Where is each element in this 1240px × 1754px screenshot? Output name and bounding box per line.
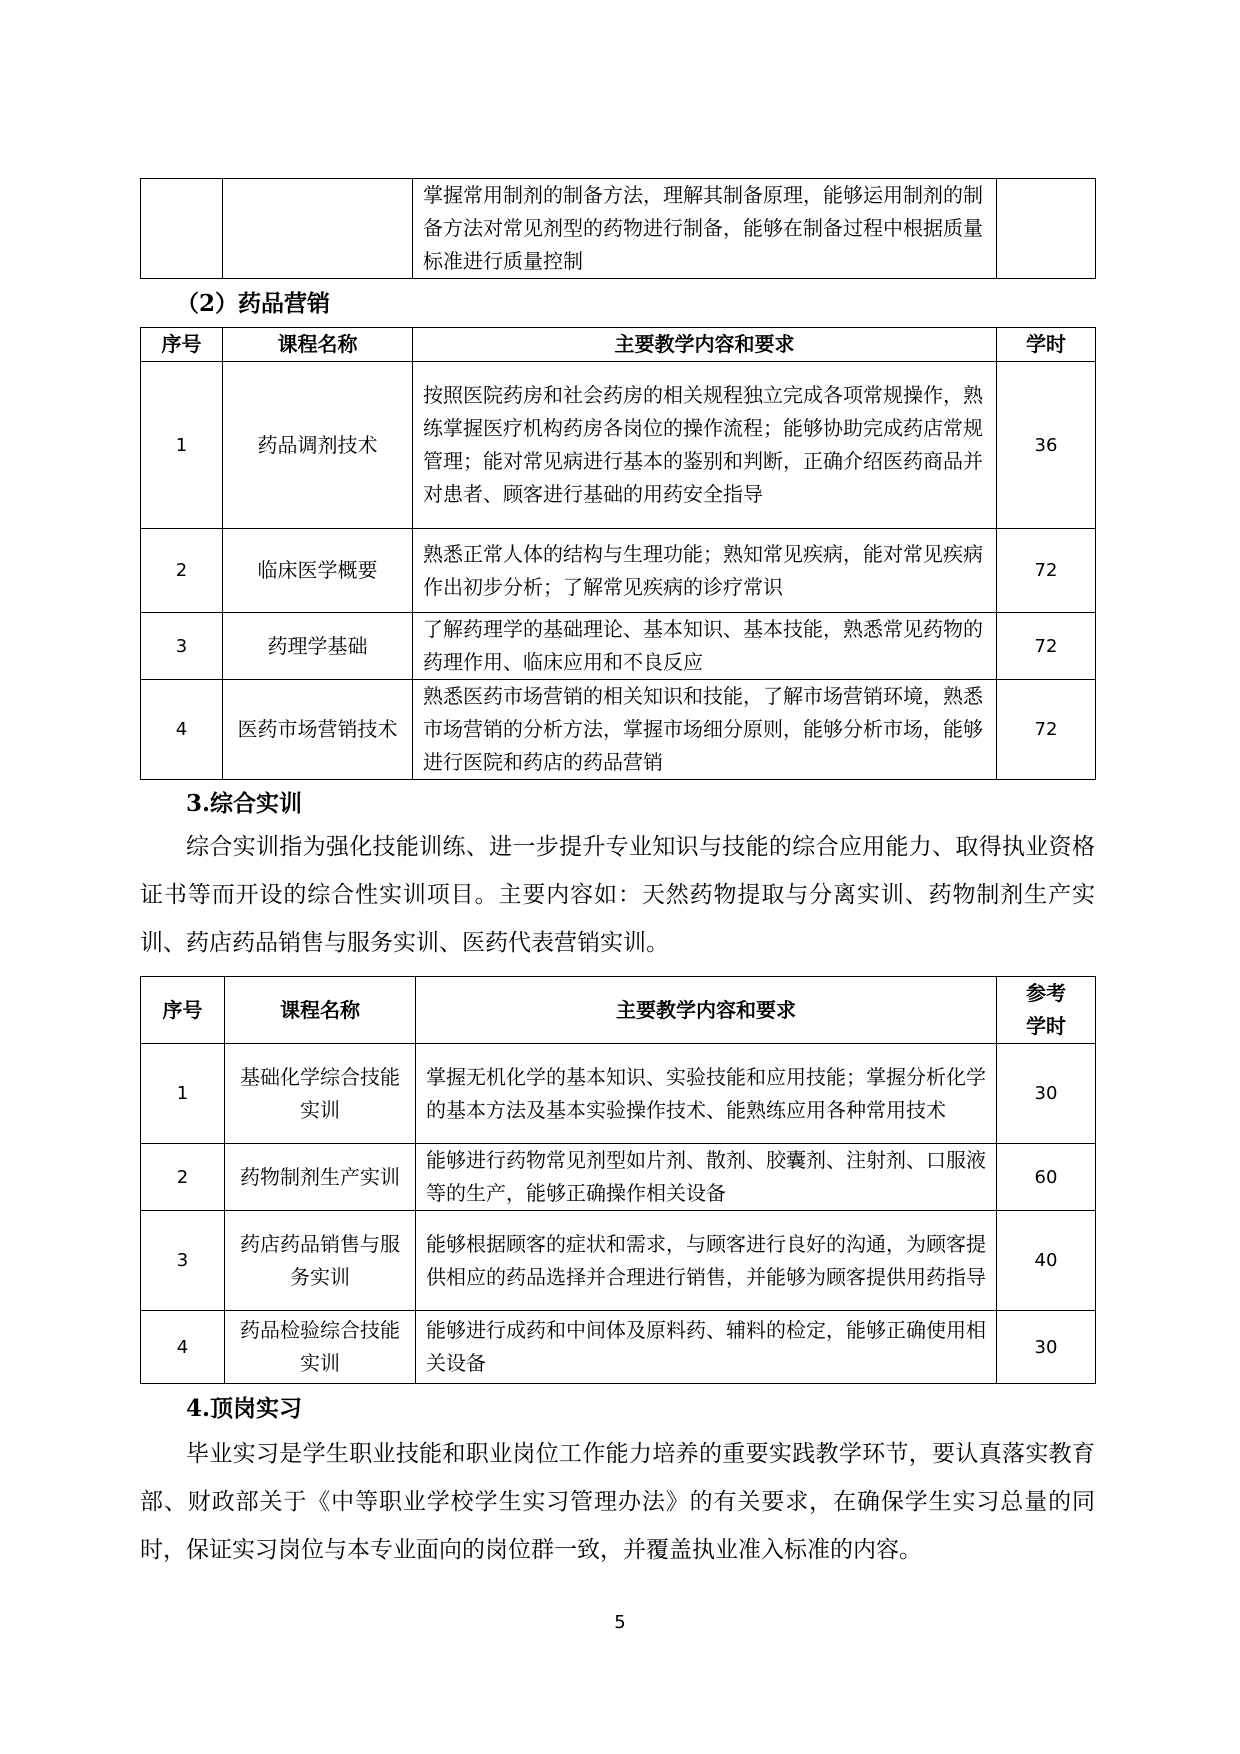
cell-hours: 60 <box>997 1144 1096 1211</box>
cell-no: 1 <box>141 1044 225 1144</box>
cell-name: 临床医学概要 <box>223 529 413 613</box>
cell-hours: 72 <box>997 613 1096 680</box>
table-row <box>141 1211 1096 1311</box>
table-row <box>141 613 1096 680</box>
cell-content: 掌握常用制剂的制备方法，理解其制备原理，能够运用制剂的制备方法对常见剂型的药物进行制备，能够在制备过程中根据质量标准进行质量控制 <box>413 179 997 279</box>
cell-content: 按照医院药房和社会药房的相关规程独立完成各项常规操作，熟练掌握医疗机构药房各岗位的操作流程；能够协助完成药店常规管理；能对常见病进行基本的鉴别和判断，正确介绍医药商品并对患者、顾客进行基础的用药安全指导 <box>413 362 997 529</box>
cell-content: 了解药理学的基础理论、基本知识、基本技能，熟悉常见药物的药理作用、临床应用和不良反应 <box>413 613 997 680</box>
table-row <box>141 680 1096 780</box>
header-no: 序号 <box>141 328 223 362</box>
cell-name: 药店药品销售与服务实训 <box>225 1211 416 1311</box>
cell-content: 能够进行药物常见剂型如片剂、散剂、胶囊剂、注射剂、口服液等的生产，能够正确操作相关设备 <box>416 1144 997 1211</box>
header-no: 序号 <box>141 977 225 1044</box>
cell-no: 3 <box>141 1211 225 1311</box>
cell-name: 药理学基础 <box>223 613 413 680</box>
cell-content: 能够进行成药和中间体及原料药、辅料的检定，能够正确使用相关设备 <box>416 1311 997 1384</box>
cell-no: 2 <box>141 529 223 613</box>
paragraph-training: 综合实训指为强化技能训练、进一步提升专业知识与技能的综合应用能力、取得执业资格证书等而开设的综合性实训项目。主要内容如：天然药物提取与分离实训、药物制剂生产实训、药店药品销售与服务实训、医药代表营销实训。 <box>140 834 1095 956</box>
cell-no: 2 <box>141 1144 225 1211</box>
cell-name <box>223 179 413 279</box>
cell-hours: 30 <box>997 1311 1096 1384</box>
cell-name: 药品检验综合技能实训 <box>225 1311 416 1384</box>
cell-hours: 40 <box>997 1211 1096 1311</box>
heading-marketing: （2）药品营销 <box>176 290 331 317</box>
cell-content: 掌握无机化学的基本知识、实验技能和应用技能；掌握分析化学的基本方法及基本实验操作技术、能熟练应用各种常用技术 <box>416 1044 997 1144</box>
table-header-row <box>141 328 1096 362</box>
table-marketing <box>140 327 1096 780</box>
table-row <box>141 362 1096 529</box>
paragraph-internship: 毕业实习是学生职业技能和职业岗位工作能力培养的重要实践教学环节，要认真落实教育部、财政部关于《中等职业学校学生实习管理办法》的有关要求，在确保学生实习总量的同时，保证实习岗位与本专业面向的岗位群一致，并覆盖执业准入标准的内容。 <box>140 1441 1095 1563</box>
header-content: 主要教学内容和要求 <box>416 977 997 1044</box>
header-content: 主要教学内容和要求 <box>413 328 997 362</box>
table-row <box>141 1144 1096 1211</box>
cell-hours: 72 <box>997 529 1096 613</box>
cell-hours: 72 <box>997 680 1096 780</box>
cell-name: 医药市场营销技术 <box>223 680 413 780</box>
cell-content: 能够根据顾客的症状和需求，与顾客进行良好的沟通，为顾客提供相应的药品选择并合理进行销售，并能够为顾客提供用药指导 <box>416 1211 997 1311</box>
page-number: 5 <box>614 1612 626 1633</box>
cell-hours <box>997 179 1096 279</box>
table-continued <box>140 178 1096 279</box>
heading-internship: 4.顶岗实习 <box>186 1395 303 1422</box>
cell-content: 熟悉正常人体的结构与生理功能；熟知常见疾病，能对常见疾病作出初步分析；了解常见疾病的诊疗常识 <box>413 529 997 613</box>
cell-name: 药品调剂技术 <box>223 362 413 529</box>
table-header-row <box>141 977 1096 1044</box>
table-row <box>141 1311 1096 1384</box>
cell-name: 药物制剂生产实训 <box>225 1144 416 1211</box>
header-name: 课程名称 <box>223 328 413 362</box>
table-training <box>140 976 1096 1384</box>
header-name: 课程名称 <box>225 977 416 1044</box>
table-row <box>141 529 1096 613</box>
cell-no: 4 <box>141 1311 225 1384</box>
cell-no: 3 <box>141 613 223 680</box>
cell-no: 1 <box>141 362 223 529</box>
table-row <box>141 179 1096 279</box>
header-hours: 参考学时 <box>997 977 1096 1044</box>
cell-no <box>141 179 223 279</box>
heading-training: 3.综合实训 <box>186 790 303 817</box>
cell-content: 熟悉医药市场营销的相关知识和技能，了解市场营销环境，熟悉市场营销的分析方法，掌握市场细分原则，能够分析市场，能够进行医院和药店的药品营销 <box>413 680 997 780</box>
cell-hours: 36 <box>997 362 1096 529</box>
cell-name: 基础化学综合技能实训 <box>225 1044 416 1144</box>
header-hours: 学时 <box>997 328 1096 362</box>
cell-no: 4 <box>141 680 223 780</box>
cell-hours: 30 <box>997 1044 1096 1144</box>
table-row <box>141 1044 1096 1144</box>
